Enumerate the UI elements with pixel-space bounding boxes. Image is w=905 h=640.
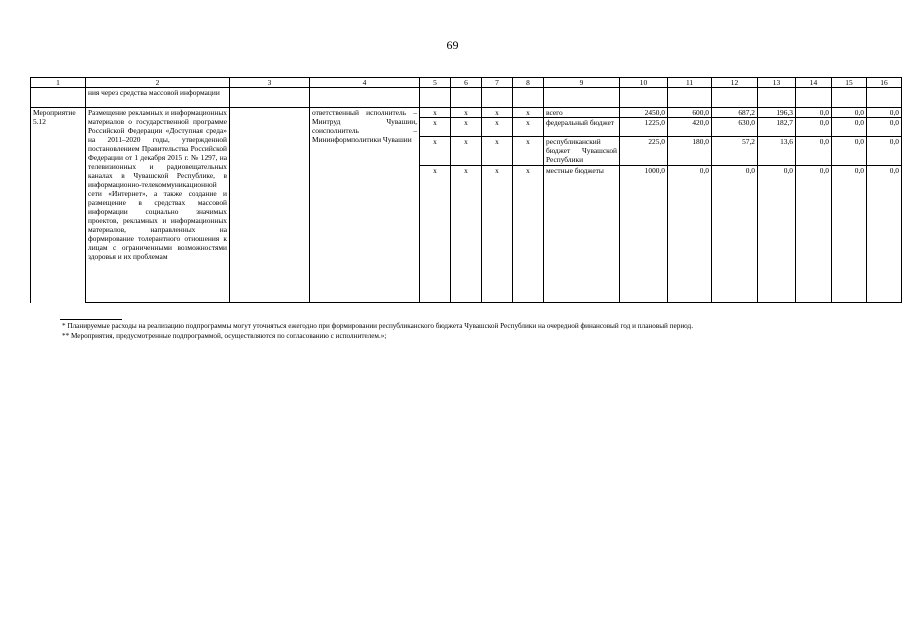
table-cell: 57,2 [712,137,758,166]
column-number: 10 [620,78,668,88]
footnote-divider [60,319,122,320]
column-number: 16 [867,78,902,88]
empty-cell [796,88,832,108]
column-number: 15 [832,78,867,88]
footnote: ** Мероприятия, предусмотренные подпрограммой, осуществляются по согласованию с исполнителем.»; [62,332,387,340]
table-cell: х [482,166,513,303]
empty-cell [668,88,712,108]
page-number: 69 [446,38,459,52]
table-cell: 2450,0 [620,108,668,118]
table-cell: х [513,166,544,303]
column-number: 11 [668,78,712,88]
table-cell: х [482,118,513,137]
table-cell: 0,0 [832,118,867,137]
empty-cell [230,88,310,108]
table-cell: х [420,108,451,118]
footnote: * Планируемые расходы на реализацию подпрограммы могут уточняться ежегодно при формировании республиканского бюджета Чувашской Республики на очередной финансовый год и плановый период. [62,322,694,330]
table-cell: х [451,166,482,303]
table-cell: х [513,108,544,118]
table-cell: 0,0 [867,108,902,118]
table-cell: х [451,118,482,137]
table-cell: х [451,137,482,166]
funding-source: республиканский бюджет Чувашской Республики [544,137,620,166]
funding-source: местные бюджеты [544,166,620,303]
column-number: 2 [86,78,230,88]
table-cell: 0,0 [832,137,867,166]
table-cell: 600,0 [668,108,712,118]
table-header-row [31,78,902,88]
table-cell: 1225,0 [620,118,668,137]
table-cell: х [420,118,451,137]
column-number: 1 [31,78,86,88]
table-cell: 196,3 [758,108,796,118]
empty-cell [310,88,420,108]
table-cell: 182,7 [758,118,796,137]
column-number: 12 [712,78,758,88]
table-cell: 0,0 [867,118,902,137]
budget-table [30,77,902,303]
empty-cell [867,88,902,108]
table-cell: х [513,118,544,137]
table-cell: х [451,108,482,118]
table-cell: х [420,166,451,303]
table-cell: х [420,137,451,166]
event-description: Размещение рекламных и информационных материалов о государственной программе Российской Федерации «Доступная среда» на 2011–2020 годы, утвержденной постановлением Правительства Российской Федерации от 1 декабря 2015 г. № 1297, на телевизионных и радиовещательных каналах в Чувашской Республике, в информационно-телекоммуникационной сети «Интернет», а также создание и размещение в средствах массовой информации социально значимых проектов, рекламных и информационных материалов, направленных на формирование толерантного отношения к лицам с ограниченными возможностями здоровья и их проблемам [86,108,230,303]
column-number: 7 [482,78,513,88]
funding-source: федеральный бюджет [544,118,620,137]
table-cell: х [482,137,513,166]
table-cell: 0,0 [668,166,712,303]
table-cell: 687,2 [712,108,758,118]
table-row [31,108,902,118]
column-number: 9 [544,78,620,88]
table-cell: 420,0 [668,118,712,137]
column-number: 4 [310,78,420,88]
column-number: 13 [758,78,796,88]
table-cell: 180,0 [668,137,712,166]
table-cell: 0,0 [796,108,832,118]
event-executor: ответственный исполнитель – Минтруд Чувашии, соисполнитель – Мининформполитики Чувашии [310,108,420,303]
event-col3 [230,108,310,303]
table-cell: 0,0 [796,166,832,303]
empty-cell [832,88,867,108]
empty-cell [620,88,668,108]
table-cell: 13,6 [758,137,796,166]
table-cell: 225,0 [620,137,668,166]
table-cell: 630,0 [712,118,758,137]
empty-cell [758,88,796,108]
column-number: 5 [420,78,451,88]
empty-cell [451,88,482,108]
table-cell: 0,0 [796,118,832,137]
table-cell: х [513,137,544,166]
table-cell: х [482,108,513,118]
empty-cell [482,88,513,108]
table-cell: 0,0 [758,166,796,303]
continuation-cell [31,88,86,108]
table-cell: 0,0 [867,137,902,166]
table-cell: 0,0 [832,108,867,118]
column-number: 8 [513,78,544,88]
table-cell: 0,0 [712,166,758,303]
empty-cell [712,88,758,108]
table-cell: 1000,0 [620,166,668,303]
empty-cell [544,88,620,108]
table-cell: 0,0 [867,166,902,303]
table-cell: 0,0 [796,137,832,166]
empty-cell [513,88,544,108]
column-number: 6 [451,78,482,88]
column-number: 14 [796,78,832,88]
continuation-text: ния через средства массовой информации [86,88,230,108]
column-number: 3 [230,78,310,88]
continuation-row [31,88,902,108]
empty-cell [420,88,451,108]
table-cell: 0,0 [832,166,867,303]
event-code: Мероприятие 5.12 [31,108,86,303]
funding-source: всего [544,108,620,118]
